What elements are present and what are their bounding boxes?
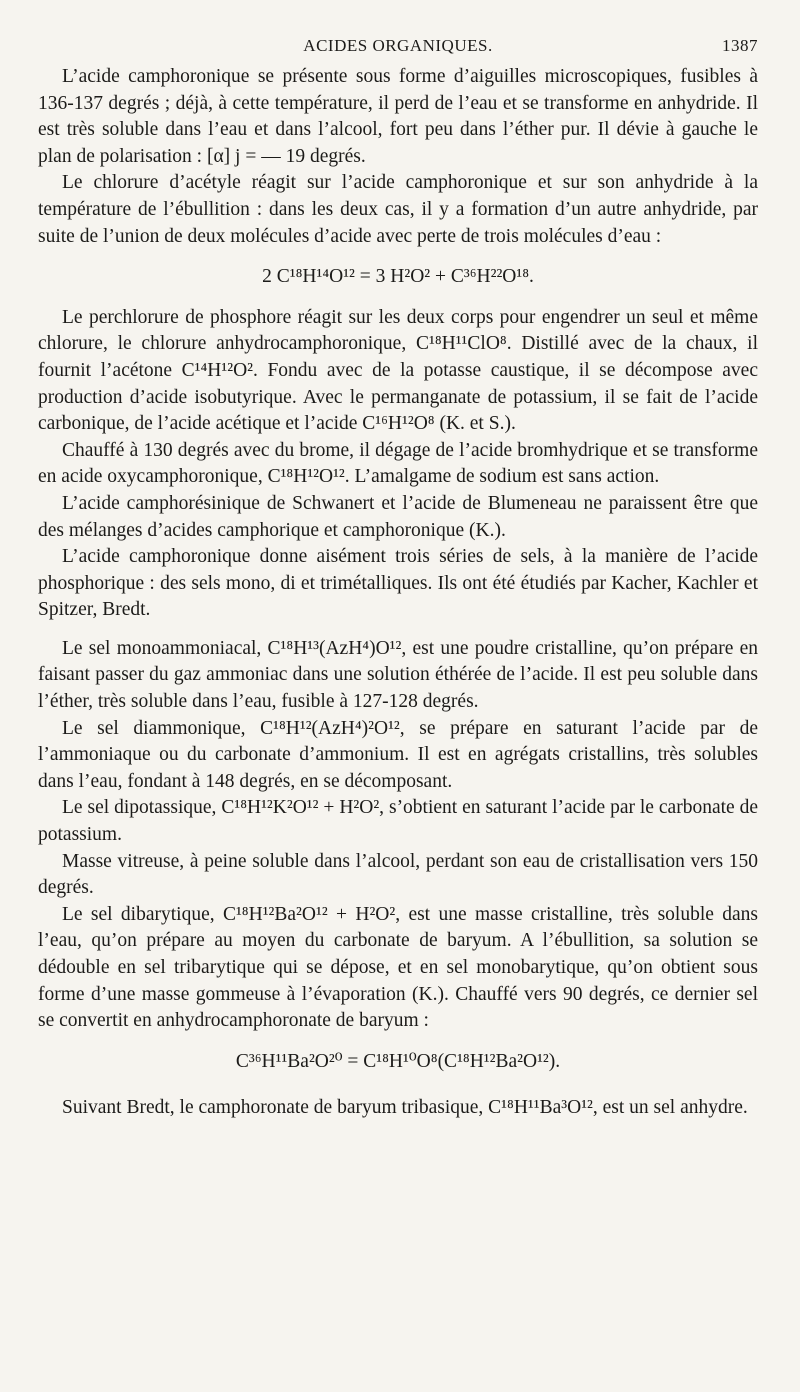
paragraph: Le chlorure d’acétyle réagit sur l’acide camphoronique et sur son anhydride à la température de l’ébullition : dans les deux cas, il y a formation d’un autre anhydride, par suite de l’union de deux molécules d’acide avec perte de trois molécules d’eau :	[38, 172, 758, 247]
paragraph: Le sel diammonique, C¹⁸H¹²(AzH⁴)²O¹², se prépare en saturant l’acide par de l’ammoniaque ou du carbonate d’ammonium. Il est en agrégats cristallins, très solubles dans l’eau, fondant à 148 degrés, en se décomposant.	[38, 717, 758, 792]
paragraph: Le perchlorure de phosphore réagit sur les deux corps pour engendrer un seul et même chlorure, le chlorure anhydrocamphoronique, C¹⁸H¹¹ClO⁸. Distillé avec de la chaux, il fournit l’acétone C¹⁴H¹²O². Fondu avec de la potasse caustique, il se décompose avec production d’acide isobutyrique. Avec le permanganate de potassium, il se fait de l’acide carbonique, de l’acide acétique et l’acide C¹⁶H¹²O⁸ (K. et S.).	[38, 306, 758, 435]
paragraph: Le sel dipotassique, C¹⁸H¹²K²O¹² + H²O², s’obtient en saturant l’acide par le carbonate de potassium.	[38, 797, 758, 846]
formula: C³⁶H¹¹Ba²O²⁰ = C¹⁸H¹⁰O⁸(C¹⁸H¹²Ba²O¹²).	[235, 1050, 561, 1072]
page-number: 1387	[722, 36, 758, 55]
paragraph: Suivant Bredt, le camphoronate de baryum tribasique, C¹⁸H¹¹Ba³O¹², est un sel anhydre.	[62, 1097, 748, 1119]
paragraph: L’acide camphoronique donne aisément trois séries de sels, à la manière de l’acide phosphorique : des sels mono, di et trimétalliques. Ils ont été étudiés par Kacher, Kachler et Spitzer, Bredt.	[38, 546, 758, 621]
paragraph: Chauffé à 130 degrés avec du brome, il dégage de l’acide bromhydrique et se transforme en acide oxycamphoronique, C¹⁸H¹²O¹². L’amalgame de sodium est sans action.	[38, 439, 758, 488]
page-body	[38, 64, 758, 1122]
paragraph: L’acide camphoronique se présente sous forme d’aiguilles microscopiques, fusibles à 136-137 degrés ; déjà, à cette température, il perd de l’eau et se transforme en anhydride. Il est très soluble dans l’eau et dans l’alcool, fort peu dans l’éther pur. Il dévie à gauche le plan de polarisation : [α] j = — 19 degrés.	[38, 66, 758, 167]
paragraph: Masse vitreuse, à peine soluble dans l’alcool, perdant son eau de cristallisation vers 150 degrés.	[38, 850, 758, 899]
running-title: ACIDES ORGANIQUES.	[303, 36, 493, 55]
paragraph: Le sel dibarytique, C¹⁸H¹²Ba²O¹² + H²O², est une masse cristalline, très soluble dans l’eau, qu’on prépare au moyen du carbonate de baryum. A l’ébullition, sa solution se dédouble en sel tribarytique qui se dépose, et en sel monobarytique, qu’on obtient sous forme d’une masse gommeuse à l’évaporation (K.). Chauffé vers 90 degrés, ce dernier sel se convertit en anhydrocamphoronate de baryum :	[38, 903, 758, 1032]
paragraph: L’acide camphorésinique de Schwanert et l’acide de Blumeneau ne paraissent être que des mélanges d’acides camphorique et camphoronique (K.).	[38, 492, 758, 541]
formula: 2 C¹⁸H¹⁴O¹² = 3 H²O² + C³⁶H²²O¹⁸.	[262, 266, 534, 288]
paragraph: Le sel monoammoniacal, C¹⁸H¹³(AzH⁴)O¹², est une poudre cristalline, qu’on prépare en faisant passer du gaz ammoniac dans une solution éthérée de l’acide. Il est peu soluble dans l’éther, très soluble dans l’eau, fusible à 127-128 degrés.	[38, 637, 758, 713]
running-head	[38, 30, 758, 64]
